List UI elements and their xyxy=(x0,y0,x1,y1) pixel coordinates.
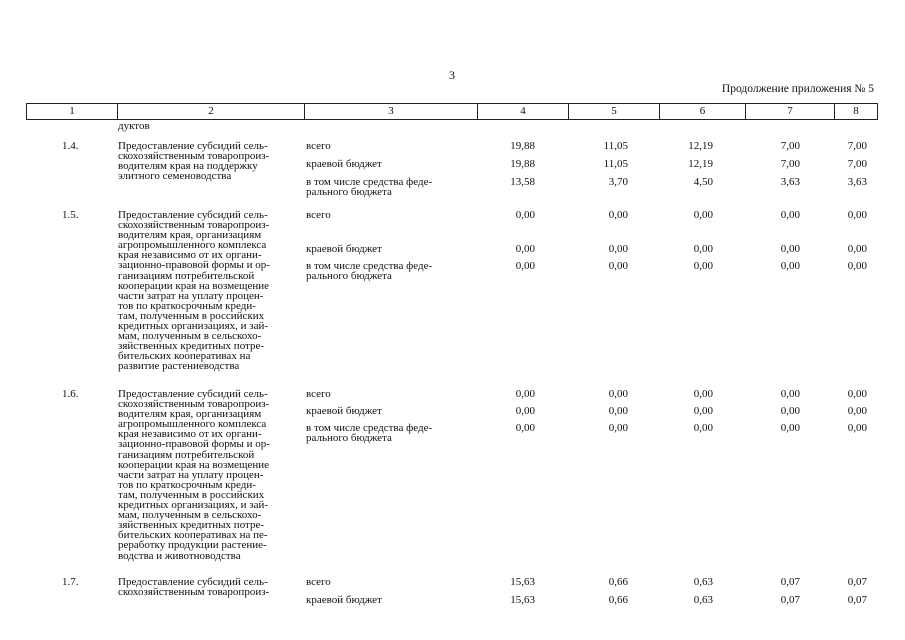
value-cell: 0,00 xyxy=(847,405,867,417)
funding-source-label xyxy=(306,423,432,443)
value-cell: 0,00 xyxy=(608,422,628,434)
header-col-6: 6 xyxy=(659,103,746,120)
description-line: Предоставление субсидий сель- xyxy=(118,140,268,152)
description-line: Предоставление субсидий сель- xyxy=(118,576,268,588)
description-line: скохозяйственным товаропроиз- xyxy=(118,150,270,163)
table-row xyxy=(26,576,878,606)
value-cell: 3,70 xyxy=(608,176,628,188)
description-line: зяйственных кредитных потре- xyxy=(118,340,265,353)
value-cell: 0,00 xyxy=(608,388,628,400)
funding-source-line: краевой бюджет xyxy=(306,158,382,170)
funding-source-label xyxy=(306,406,382,416)
description-line: водителям края, организациям xyxy=(118,408,262,421)
value-cell: 12,19 xyxy=(688,140,713,152)
value-cell: 0,00 xyxy=(693,405,713,417)
row-description xyxy=(118,141,300,181)
description-line: водителям края на поддержку xyxy=(118,160,258,173)
description-line: скохозяйственным товаропроиз- xyxy=(118,398,270,411)
funding-source-label xyxy=(306,159,382,169)
description-line: кооперации края на возмещение xyxy=(118,279,270,292)
value-cell: 15,63 xyxy=(510,594,535,606)
description-line: ганизациям потребительской xyxy=(118,269,255,282)
value-cell: 4,50 xyxy=(693,176,713,188)
table-row xyxy=(26,388,878,562)
description-line: водителям края, организациям xyxy=(118,229,262,242)
value-cell: 0,00 xyxy=(780,422,800,434)
description-line: там, полученным в российских xyxy=(118,309,265,322)
description-line: мам, полученным в сельскохо- xyxy=(118,509,262,522)
table-header xyxy=(26,103,878,120)
description-line: скохозяйственным товаропроиз- xyxy=(118,219,270,232)
header-col-5: 5 xyxy=(568,103,660,120)
description-line: зяйственных кредитных потре- xyxy=(118,519,265,532)
description-line: края независимо от их органи- xyxy=(118,428,262,441)
description-line: агропромышленного комплекса xyxy=(118,239,267,252)
description-line: реработку продукции растение- xyxy=(118,539,267,552)
description-line: агропромышленного комплекса xyxy=(118,418,267,431)
table-row xyxy=(26,209,878,373)
description-line: там, полученным в российских xyxy=(118,488,265,501)
value-cell: 7,00 xyxy=(847,158,867,170)
row-description xyxy=(118,210,300,372)
value-cell: 7,00 xyxy=(780,140,800,152)
value-cell: 0,00 xyxy=(847,422,867,434)
value-cell: 0,00 xyxy=(515,388,535,400)
value-cell: 15,63 xyxy=(510,576,535,588)
value-cell: 0,00 xyxy=(608,405,628,417)
value-cell: 13,58 xyxy=(510,176,535,188)
funding-source-line: в том числе средства феде- xyxy=(306,422,433,434)
funding-source-line: всего xyxy=(306,388,331,400)
value-cell: 0,00 xyxy=(515,243,535,255)
value-cell: 0,07 xyxy=(847,594,867,606)
funding-source-line: рального бюджета xyxy=(306,270,392,283)
description-line: тов по краткосрочным креди- xyxy=(118,478,256,491)
funding-source-label xyxy=(306,141,331,151)
value-cell: 0,00 xyxy=(515,405,535,417)
value-cell: 0,66 xyxy=(608,576,628,588)
description-line: части затрат на уплату процен- xyxy=(118,468,264,481)
value-cell: 0,00 xyxy=(780,260,800,272)
value-cell: 0,00 xyxy=(693,388,713,400)
description-line: края независимо от их органи- xyxy=(118,249,262,262)
funding-source-label xyxy=(306,210,331,220)
value-cell: 0,63 xyxy=(693,594,713,606)
value-cell: 7,00 xyxy=(847,140,867,152)
value-cell: 0,00 xyxy=(608,209,628,221)
value-cell: 3,63 xyxy=(847,176,867,188)
value-cell: 0,00 xyxy=(515,260,535,272)
page-number: 3 xyxy=(449,68,455,82)
funding-source-line: всего xyxy=(306,140,331,152)
value-cell: 0,00 xyxy=(847,243,867,255)
value-cell: 11,05 xyxy=(603,140,628,152)
funding-source-label xyxy=(306,177,432,197)
value-cell: 19,88 xyxy=(510,158,535,170)
value-cell: 7,00 xyxy=(780,158,800,170)
funding-source-label xyxy=(306,244,382,254)
header-col-7: 7 xyxy=(745,103,835,120)
row-number: 1.5. xyxy=(62,209,79,221)
description-line: мам, полученным в сельскохо- xyxy=(118,330,262,343)
funding-source-label xyxy=(306,595,382,605)
funding-source-line: рального бюджета xyxy=(306,432,392,445)
description-line: кредитных организациях, и зай- xyxy=(118,499,269,512)
description-line: развитие растениеводства xyxy=(118,360,240,373)
value-cell: 12,19 xyxy=(688,158,713,170)
value-cell: 0,00 xyxy=(515,209,535,221)
value-cell: 0,07 xyxy=(780,576,800,588)
table-row xyxy=(26,140,878,199)
continuation-title: Продолжение приложения № 5 xyxy=(721,83,874,95)
funding-source-line: краевой бюджет xyxy=(306,594,382,606)
funding-source-line: рального бюджета xyxy=(306,186,392,199)
description-line: водства и животноводства xyxy=(118,549,241,562)
description-line: элитного семеноводства xyxy=(118,170,232,183)
header-col-1: 1 xyxy=(26,103,118,120)
row-number: 1.6. xyxy=(62,388,79,400)
description-line: кооперации края на возмещение xyxy=(118,458,270,471)
description-line: Предоставление субсидий сель- xyxy=(118,388,268,400)
continued-text: дуктов xyxy=(118,120,150,132)
value-cell: 0,00 xyxy=(693,260,713,272)
description-line: кредитных организациях, и зай- xyxy=(118,320,269,333)
value-cell: 0,00 xyxy=(780,388,800,400)
row-description xyxy=(118,577,300,597)
value-cell: 11,05 xyxy=(603,158,628,170)
value-cell: 0,66 xyxy=(608,594,628,606)
row-number: 1.7. xyxy=(62,576,79,588)
value-cell: 0,00 xyxy=(780,209,800,221)
header-col-2: 2 xyxy=(117,103,305,120)
funding-source-line: всего xyxy=(306,576,331,588)
funding-source-line: краевой бюджет xyxy=(306,405,382,417)
row-description xyxy=(118,389,300,561)
value-cell: 3,63 xyxy=(780,176,800,188)
description-line: ганизациям потребительской xyxy=(118,448,255,461)
value-cell: 0,00 xyxy=(693,209,713,221)
value-cell: 0,07 xyxy=(847,576,867,588)
value-cell: 0,07 xyxy=(780,594,800,606)
value-cell: 0,00 xyxy=(780,243,800,255)
funding-source-line: всего xyxy=(306,209,331,221)
value-cell: 0,00 xyxy=(608,243,628,255)
funding-source-label xyxy=(306,389,331,399)
value-cell: 19,88 xyxy=(510,140,535,152)
description-line: скохозяйственным товаропроиз- xyxy=(118,586,270,599)
funding-source-label xyxy=(306,577,331,587)
funding-source-line: в том числе средства феде- xyxy=(306,176,433,188)
description-line: зационно-правовой формы и ор- xyxy=(118,259,270,272)
description-line: бительских кооперативах на пе- xyxy=(118,529,268,542)
description-line: Предоставление субсидий сель- xyxy=(118,209,268,221)
value-cell: 0,00 xyxy=(608,260,628,272)
value-cell: 0,00 xyxy=(780,405,800,417)
value-cell: 0,00 xyxy=(515,422,535,434)
description-line: зационно-правовой формы и ор- xyxy=(118,438,270,451)
value-cell: 0,00 xyxy=(693,243,713,255)
header-col-4: 4 xyxy=(477,103,569,120)
value-cell: 0,00 xyxy=(847,260,867,272)
header-col-3: 3 xyxy=(304,103,478,120)
funding-source-line: краевой бюджет xyxy=(306,243,382,255)
value-cell: 0,00 xyxy=(847,209,867,221)
description-line: бительских кооперативах на xyxy=(118,350,251,363)
header-col-8: 8 xyxy=(834,103,878,120)
row-number: 1.4. xyxy=(62,140,79,152)
value-cell: 0,00 xyxy=(693,422,713,434)
description-line: тов по краткосрочным креди- xyxy=(118,299,256,312)
funding-source-line: в том числе средства феде- xyxy=(306,260,433,272)
description-line: части затрат на уплату процен- xyxy=(118,289,264,302)
value-cell: 0,63 xyxy=(693,576,713,588)
value-cell: 0,00 xyxy=(847,388,867,400)
funding-source-label xyxy=(306,261,432,281)
